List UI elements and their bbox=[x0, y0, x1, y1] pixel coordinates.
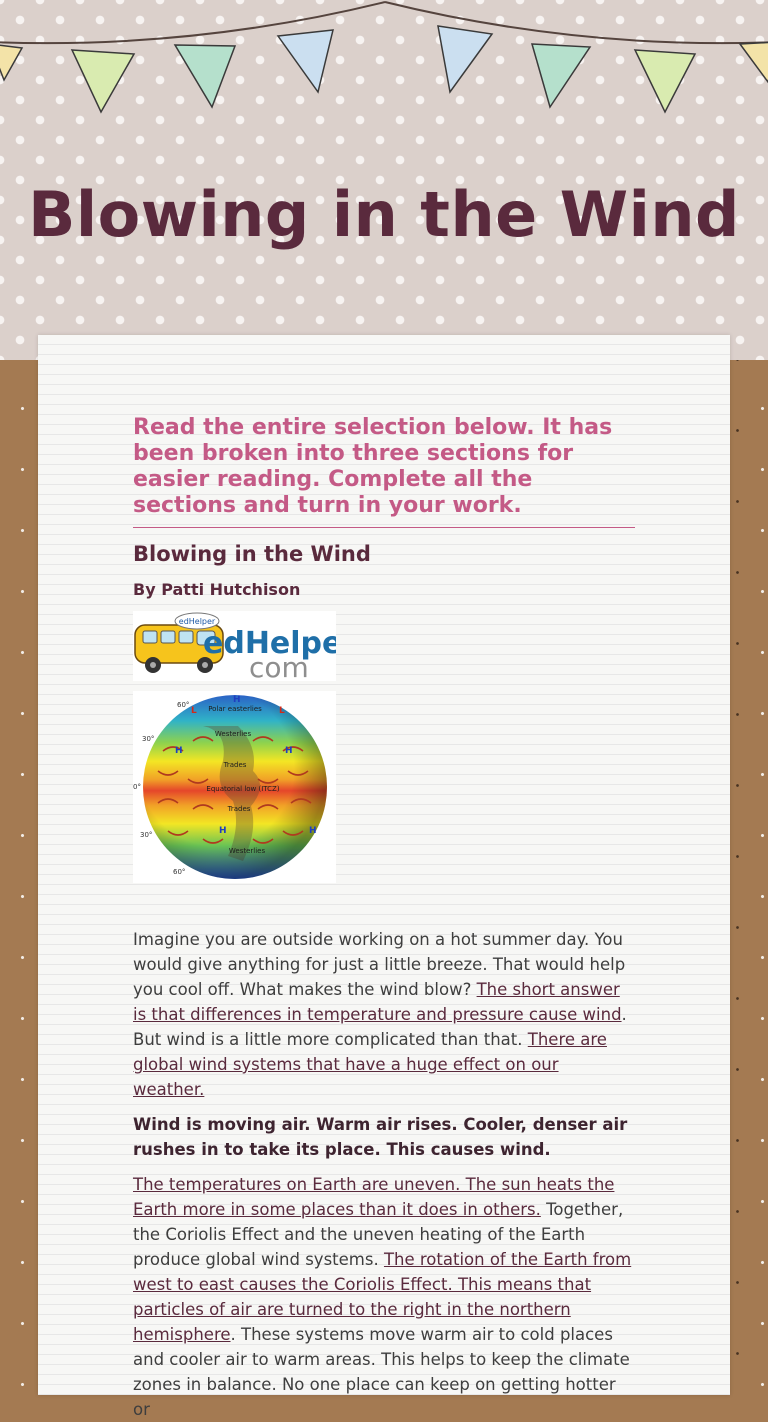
bunting-decoration bbox=[0, 0, 768, 130]
instructions: Read the entire selection below. It has been broken into three sections for easier reading. Complete all the sections and turn in your work. bbox=[133, 415, 635, 528]
bunting-flag bbox=[175, 45, 235, 107]
p1-text-1: Imagine you are outside working on a hot summer day. You would give anything for just a little breeze. That would help you cool off. What makes the wind blow? bbox=[133, 930, 626, 999]
globe-lat-60n: 60° bbox=[177, 701, 190, 709]
page-title: Blowing in the Wind bbox=[28, 178, 740, 251]
globe-label-equatorial: Equatorial low (ITCZ) bbox=[206, 785, 280, 793]
p3-text-1: Together, the Coriolis Effect and the uneven heating of the Earth produce global wind systems. bbox=[133, 1200, 624, 1269]
p3-link-1[interactable]: The temperatures on Earth are uneven. The sun heats the Earth more in some places than it does in others. bbox=[133, 1175, 615, 1219]
global-winds-globe-image bbox=[133, 691, 336, 883]
logo-text-main: edHelpe bbox=[203, 626, 336, 661]
bunting-flag bbox=[278, 30, 333, 92]
globe-label-westerlies-top: Westerlies bbox=[214, 730, 252, 738]
byline: By Patti Hutchison bbox=[133, 580, 301, 599]
bunting-flag bbox=[740, 42, 768, 82]
p1-link-2[interactable]: There are global wind systems that have a huge effect on our weather. bbox=[133, 1030, 607, 1099]
globe-high-5: H bbox=[309, 826, 317, 836]
globe-low-2: L bbox=[279, 706, 285, 716]
globe-lat-0: 0° bbox=[133, 783, 141, 791]
p1-link-1[interactable]: The short answer is that differences in temperature and pressure cause wind bbox=[133, 980, 622, 1024]
bunting-flag bbox=[0, 44, 22, 80]
globe-high-4: H bbox=[219, 826, 227, 836]
p3-link-2[interactable]: The rotation of the Earth from west to east causes the Coriolis Effect. This means that particles of air are turned to the right in the northern hemisphere bbox=[133, 1250, 632, 1344]
main-content bbox=[133, 415, 635, 1422]
article-title: Blowing in the Wind bbox=[133, 542, 371, 566]
globe-label-trades-bottom: Trades bbox=[227, 805, 251, 813]
paragraph-1 bbox=[133, 927, 635, 1102]
globe-high-1: H bbox=[233, 695, 241, 705]
paragraph-2: Wind is moving air. Warm air rises. Cooler, denser air rushes in to take its place. This causes wind. bbox=[133, 1115, 628, 1159]
logo-text-sub: com bbox=[249, 651, 309, 681]
globe-label-trades-top: Trades bbox=[223, 761, 247, 769]
paragraph-3 bbox=[133, 1172, 635, 1422]
globe-high-2: H bbox=[175, 746, 183, 756]
bus-label: edHelper bbox=[178, 617, 216, 626]
p1-text-2: . But wind is a little more complicated than that. bbox=[133, 1005, 627, 1049]
bunting-flag bbox=[438, 26, 492, 92]
bunting-flag bbox=[72, 50, 134, 112]
lined-paper bbox=[38, 335, 730, 1419]
globe-label-westerlies-bottom: Westerlies bbox=[228, 847, 266, 855]
bunting-flag bbox=[635, 50, 695, 112]
globe-lat-30n: 30° bbox=[142, 735, 155, 743]
p3-text-2: . These systems move warm air to cold places and cooler air to warm areas. This helps to keep the climate zones in balance. No one place can keep on getting hotter or bbox=[133, 1325, 630, 1419]
globe-label-polar: Polar easterlies bbox=[208, 705, 262, 713]
globe-low-1: L bbox=[191, 706, 197, 716]
globe-high-3: H bbox=[285, 746, 293, 756]
globe-lat-30s: 30° bbox=[140, 831, 153, 839]
bunting-flag bbox=[532, 44, 590, 107]
globe-lat-60s: 60° bbox=[173, 868, 186, 876]
header-banner bbox=[0, 0, 768, 360]
edhelper-logo[interactable] bbox=[133, 611, 336, 681]
